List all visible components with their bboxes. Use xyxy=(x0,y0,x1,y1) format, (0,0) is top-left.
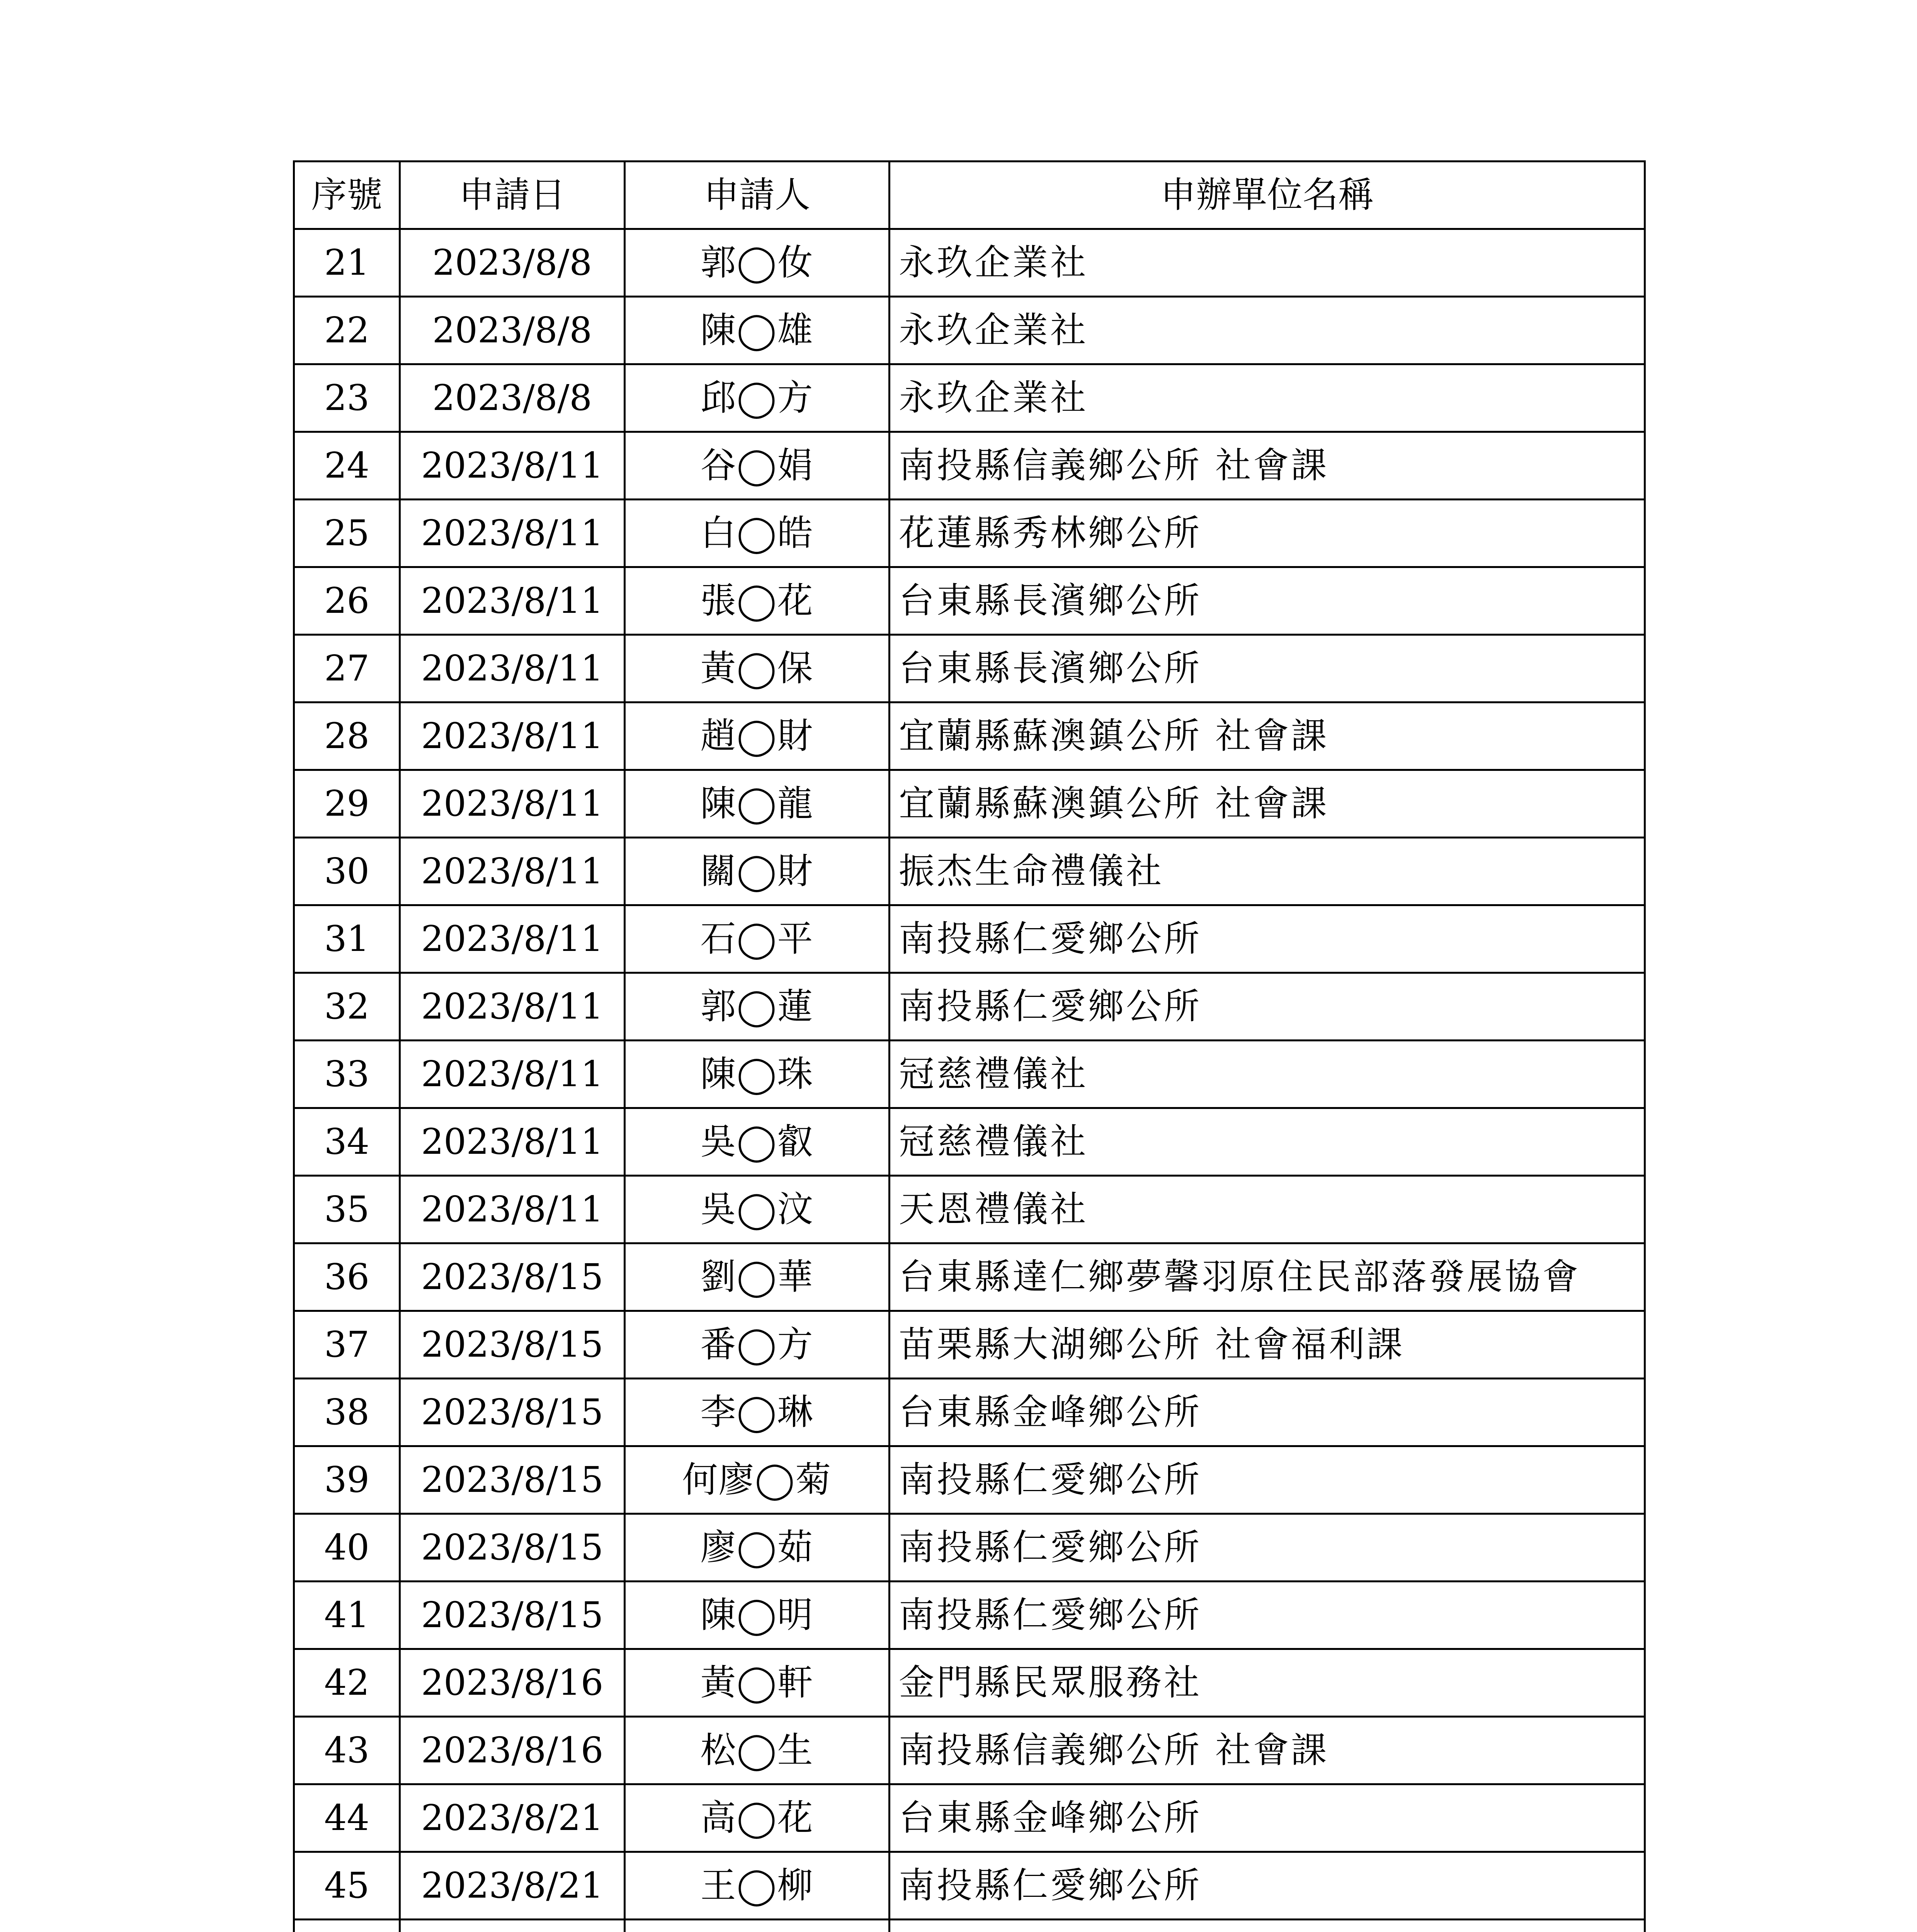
serial-number-cell: 35 xyxy=(294,1176,400,1243)
applicant-name-cell xyxy=(625,1920,890,1932)
applicant-name-cell: 黃◯保 xyxy=(625,635,890,702)
application-date-cell: 2023/8/11 xyxy=(400,1176,625,1243)
table-row xyxy=(294,432,1645,500)
unit-name-cell: 振杰生命禮儀社 xyxy=(890,838,1645,905)
application-date-cell: 2023/8/11 xyxy=(400,973,625,1041)
table-row xyxy=(294,1108,1645,1176)
applicant-name-cell: 石◯平 xyxy=(625,905,890,973)
application-date-cell: 2023/8/21 xyxy=(400,1784,625,1852)
table-row xyxy=(294,1582,1645,1649)
unit-name-cell: 花蓮縣秀林鄉公所 xyxy=(890,500,1645,567)
table-row xyxy=(294,770,1645,838)
table-row xyxy=(294,1514,1645,1582)
table-row xyxy=(294,567,1645,635)
header-unit-name: 申辦單位名稱 xyxy=(890,162,1645,229)
application-date-cell: 2023/8/15 xyxy=(400,1311,625,1379)
table-row xyxy=(294,297,1645,364)
application-date-cell: 2023/8/11 xyxy=(400,770,625,838)
table-row xyxy=(294,500,1645,567)
unit-name-cell: 宜蘭縣蘇澳鎮公所 社會課 xyxy=(890,770,1645,838)
table-row xyxy=(294,1379,1645,1446)
unit-name-cell: 永玖企業社 xyxy=(890,364,1645,432)
serial-number-cell: 40 xyxy=(294,1514,400,1582)
unit-name-cell: 台東縣達仁鄉夢馨羽原住民部落發展協會 xyxy=(890,1243,1645,1311)
header-applicant: 申請人 xyxy=(625,162,890,229)
serial-number-cell: 29 xyxy=(294,770,400,838)
table-header xyxy=(294,162,1645,229)
table-row xyxy=(294,1784,1645,1852)
applicant-name-cell: 陳◯珠 xyxy=(625,1041,890,1108)
serial-number-cell: 43 xyxy=(294,1717,400,1784)
application-date-cell: 2023/8/11 xyxy=(400,635,625,702)
table-row xyxy=(294,229,1645,297)
applicant-name-cell: 松◯生 xyxy=(625,1717,890,1784)
applicant-name-cell: 黃◯軒 xyxy=(625,1649,890,1717)
table-row xyxy=(294,973,1645,1041)
applicant-name-cell: 張◯花 xyxy=(625,567,890,635)
application-date-cell: 2023/8/11 xyxy=(400,1108,625,1176)
serial-number-cell: 23 xyxy=(294,364,400,432)
unit-name-cell: 天恩禮儀社 xyxy=(890,1176,1645,1243)
serial-number-cell: 36 xyxy=(294,1243,400,1311)
application-date-cell: 2023/8/21 xyxy=(400,1852,625,1920)
table-row xyxy=(294,905,1645,973)
applicant-table xyxy=(293,160,1646,1932)
serial-number-cell: 44 xyxy=(294,1784,400,1852)
table-row xyxy=(294,364,1645,432)
applicant-name-cell: 陳◯明 xyxy=(625,1582,890,1649)
applicant-name-cell: 吳◯汶 xyxy=(625,1176,890,1243)
application-date-cell: 2023/8/15 xyxy=(400,1582,625,1649)
applicant-name-cell: 劉◯華 xyxy=(625,1243,890,1311)
application-date-cell: 2023/8/11 xyxy=(400,500,625,567)
header-row xyxy=(294,162,1645,229)
unit-name-cell: 苗栗縣大湖鄉公所 社會福利課 xyxy=(890,1311,1645,1379)
application-date-cell: 2023/8/15 xyxy=(400,1243,625,1311)
unit-name-cell: 南投縣仁愛鄉公所 xyxy=(890,973,1645,1041)
unit-name-cell xyxy=(890,1920,1645,1932)
application-date-cell: 2023/8/15 xyxy=(400,1379,625,1446)
serial-number-cell: 38 xyxy=(294,1379,400,1446)
serial-number-cell: 21 xyxy=(294,229,400,297)
table-row xyxy=(294,838,1645,905)
table-row xyxy=(294,1041,1645,1108)
unit-name-cell: 永玖企業社 xyxy=(890,297,1645,364)
unit-name-cell: 金門縣民眾服務社 xyxy=(890,1649,1645,1717)
serial-number-cell: 37 xyxy=(294,1311,400,1379)
table-row xyxy=(294,702,1645,770)
table-row xyxy=(294,1311,1645,1379)
application-date-cell: 2023/8/11 xyxy=(400,702,625,770)
unit-name-cell: 永玖企業社 xyxy=(890,229,1645,297)
unit-name-cell: 冠慈禮儀社 xyxy=(890,1108,1645,1176)
application-date-cell: 2023/8/8 xyxy=(400,364,625,432)
serial-number-cell: 39 xyxy=(294,1446,400,1514)
unit-name-cell: 南投縣仁愛鄉公所 xyxy=(890,905,1645,973)
unit-name-cell: 南投縣仁愛鄉公所 xyxy=(890,1582,1645,1649)
application-date-cell: 2023/8/16 xyxy=(400,1717,625,1784)
applicant-name-cell: 王◯柳 xyxy=(625,1852,890,1920)
applicant-name-cell: 關◯財 xyxy=(625,838,890,905)
application-date-cell: 2023/8/11 xyxy=(400,567,625,635)
serial-number-cell: 45 xyxy=(294,1852,400,1920)
application-date-cell: 2023/8/11 xyxy=(400,905,625,973)
serial-number-cell: 28 xyxy=(294,702,400,770)
serial-number-cell: 33 xyxy=(294,1041,400,1108)
unit-name-cell: 南投縣信義鄉公所 社會課 xyxy=(890,432,1645,500)
application-date-cell xyxy=(400,1920,625,1932)
table-row xyxy=(294,1717,1645,1784)
unit-name-cell: 台東縣長濱鄉公所 xyxy=(890,567,1645,635)
applicant-name-cell: 李◯琳 xyxy=(625,1379,890,1446)
unit-name-cell: 南投縣信義鄉公所 社會課 xyxy=(890,1717,1645,1784)
serial-number-cell: 41 xyxy=(294,1582,400,1649)
applicant-name-cell: 番◯方 xyxy=(625,1311,890,1379)
application-date-cell: 2023/8/8 xyxy=(400,297,625,364)
serial-number-cell: 31 xyxy=(294,905,400,973)
serial-number-cell: 30 xyxy=(294,838,400,905)
applicant-name-cell: 郭◯蓮 xyxy=(625,973,890,1041)
table-row xyxy=(294,1243,1645,1311)
applicant-name-cell: 邱◯方 xyxy=(625,364,890,432)
unit-name-cell: 南投縣仁愛鄉公所 xyxy=(890,1852,1645,1920)
application-date-cell: 2023/8/8 xyxy=(400,229,625,297)
application-date-cell: 2023/8/15 xyxy=(400,1514,625,1582)
serial-number-cell: 22 xyxy=(294,297,400,364)
applicant-name-cell: 郭◯㚢 xyxy=(625,229,890,297)
unit-name-cell: 台東縣金峰鄉公所 xyxy=(890,1784,1645,1852)
table-row xyxy=(294,1920,1645,1932)
table-row xyxy=(294,1446,1645,1514)
serial-number-cell: 25 xyxy=(294,500,400,567)
applicant-name-cell: 吳◯叡 xyxy=(625,1108,890,1176)
header-serial-number: 序號 xyxy=(294,162,400,229)
table-row xyxy=(294,1176,1645,1243)
serial-number-cell: 42 xyxy=(294,1649,400,1717)
applicant-name-cell: 何廖◯菊 xyxy=(625,1446,890,1514)
serial-number-cell xyxy=(294,1920,400,1932)
header-application-date: 申請日 xyxy=(400,162,625,229)
table-body xyxy=(294,229,1645,1932)
serial-number-cell: 34 xyxy=(294,1108,400,1176)
application-date-cell: 2023/8/11 xyxy=(400,432,625,500)
application-date-cell: 2023/8/11 xyxy=(400,1041,625,1108)
table-row xyxy=(294,635,1645,702)
application-date-cell: 2023/8/16 xyxy=(400,1649,625,1717)
applicant-name-cell: 廖◯茹 xyxy=(625,1514,890,1582)
application-date-cell: 2023/8/11 xyxy=(400,838,625,905)
serial-number-cell: 24 xyxy=(294,432,400,500)
unit-name-cell: 宜蘭縣蘇澳鎮公所 社會課 xyxy=(890,702,1645,770)
unit-name-cell: 冠慈禮儀社 xyxy=(890,1041,1645,1108)
serial-number-cell: 32 xyxy=(294,973,400,1041)
table-row xyxy=(294,1852,1645,1920)
applicant-name-cell: 高◯花 xyxy=(625,1784,890,1852)
unit-name-cell: 南投縣仁愛鄉公所 xyxy=(890,1514,1645,1582)
applicant-name-cell: 陳◯雄 xyxy=(625,297,890,364)
application-date-cell: 2023/8/15 xyxy=(400,1446,625,1514)
table-row xyxy=(294,1649,1645,1717)
unit-name-cell: 台東縣金峰鄉公所 xyxy=(890,1379,1645,1446)
serial-number-cell: 26 xyxy=(294,567,400,635)
applicant-name-cell: 白◯皓 xyxy=(625,500,890,567)
applicant-name-cell: 陳◯龍 xyxy=(625,770,890,838)
serial-number-cell: 27 xyxy=(294,635,400,702)
applicant-name-cell: 谷◯娟 xyxy=(625,432,890,500)
unit-name-cell: 台東縣長濱鄉公所 xyxy=(890,635,1645,702)
applicant-name-cell: 趙◯財 xyxy=(625,702,890,770)
unit-name-cell: 南投縣仁愛鄉公所 xyxy=(890,1446,1645,1514)
